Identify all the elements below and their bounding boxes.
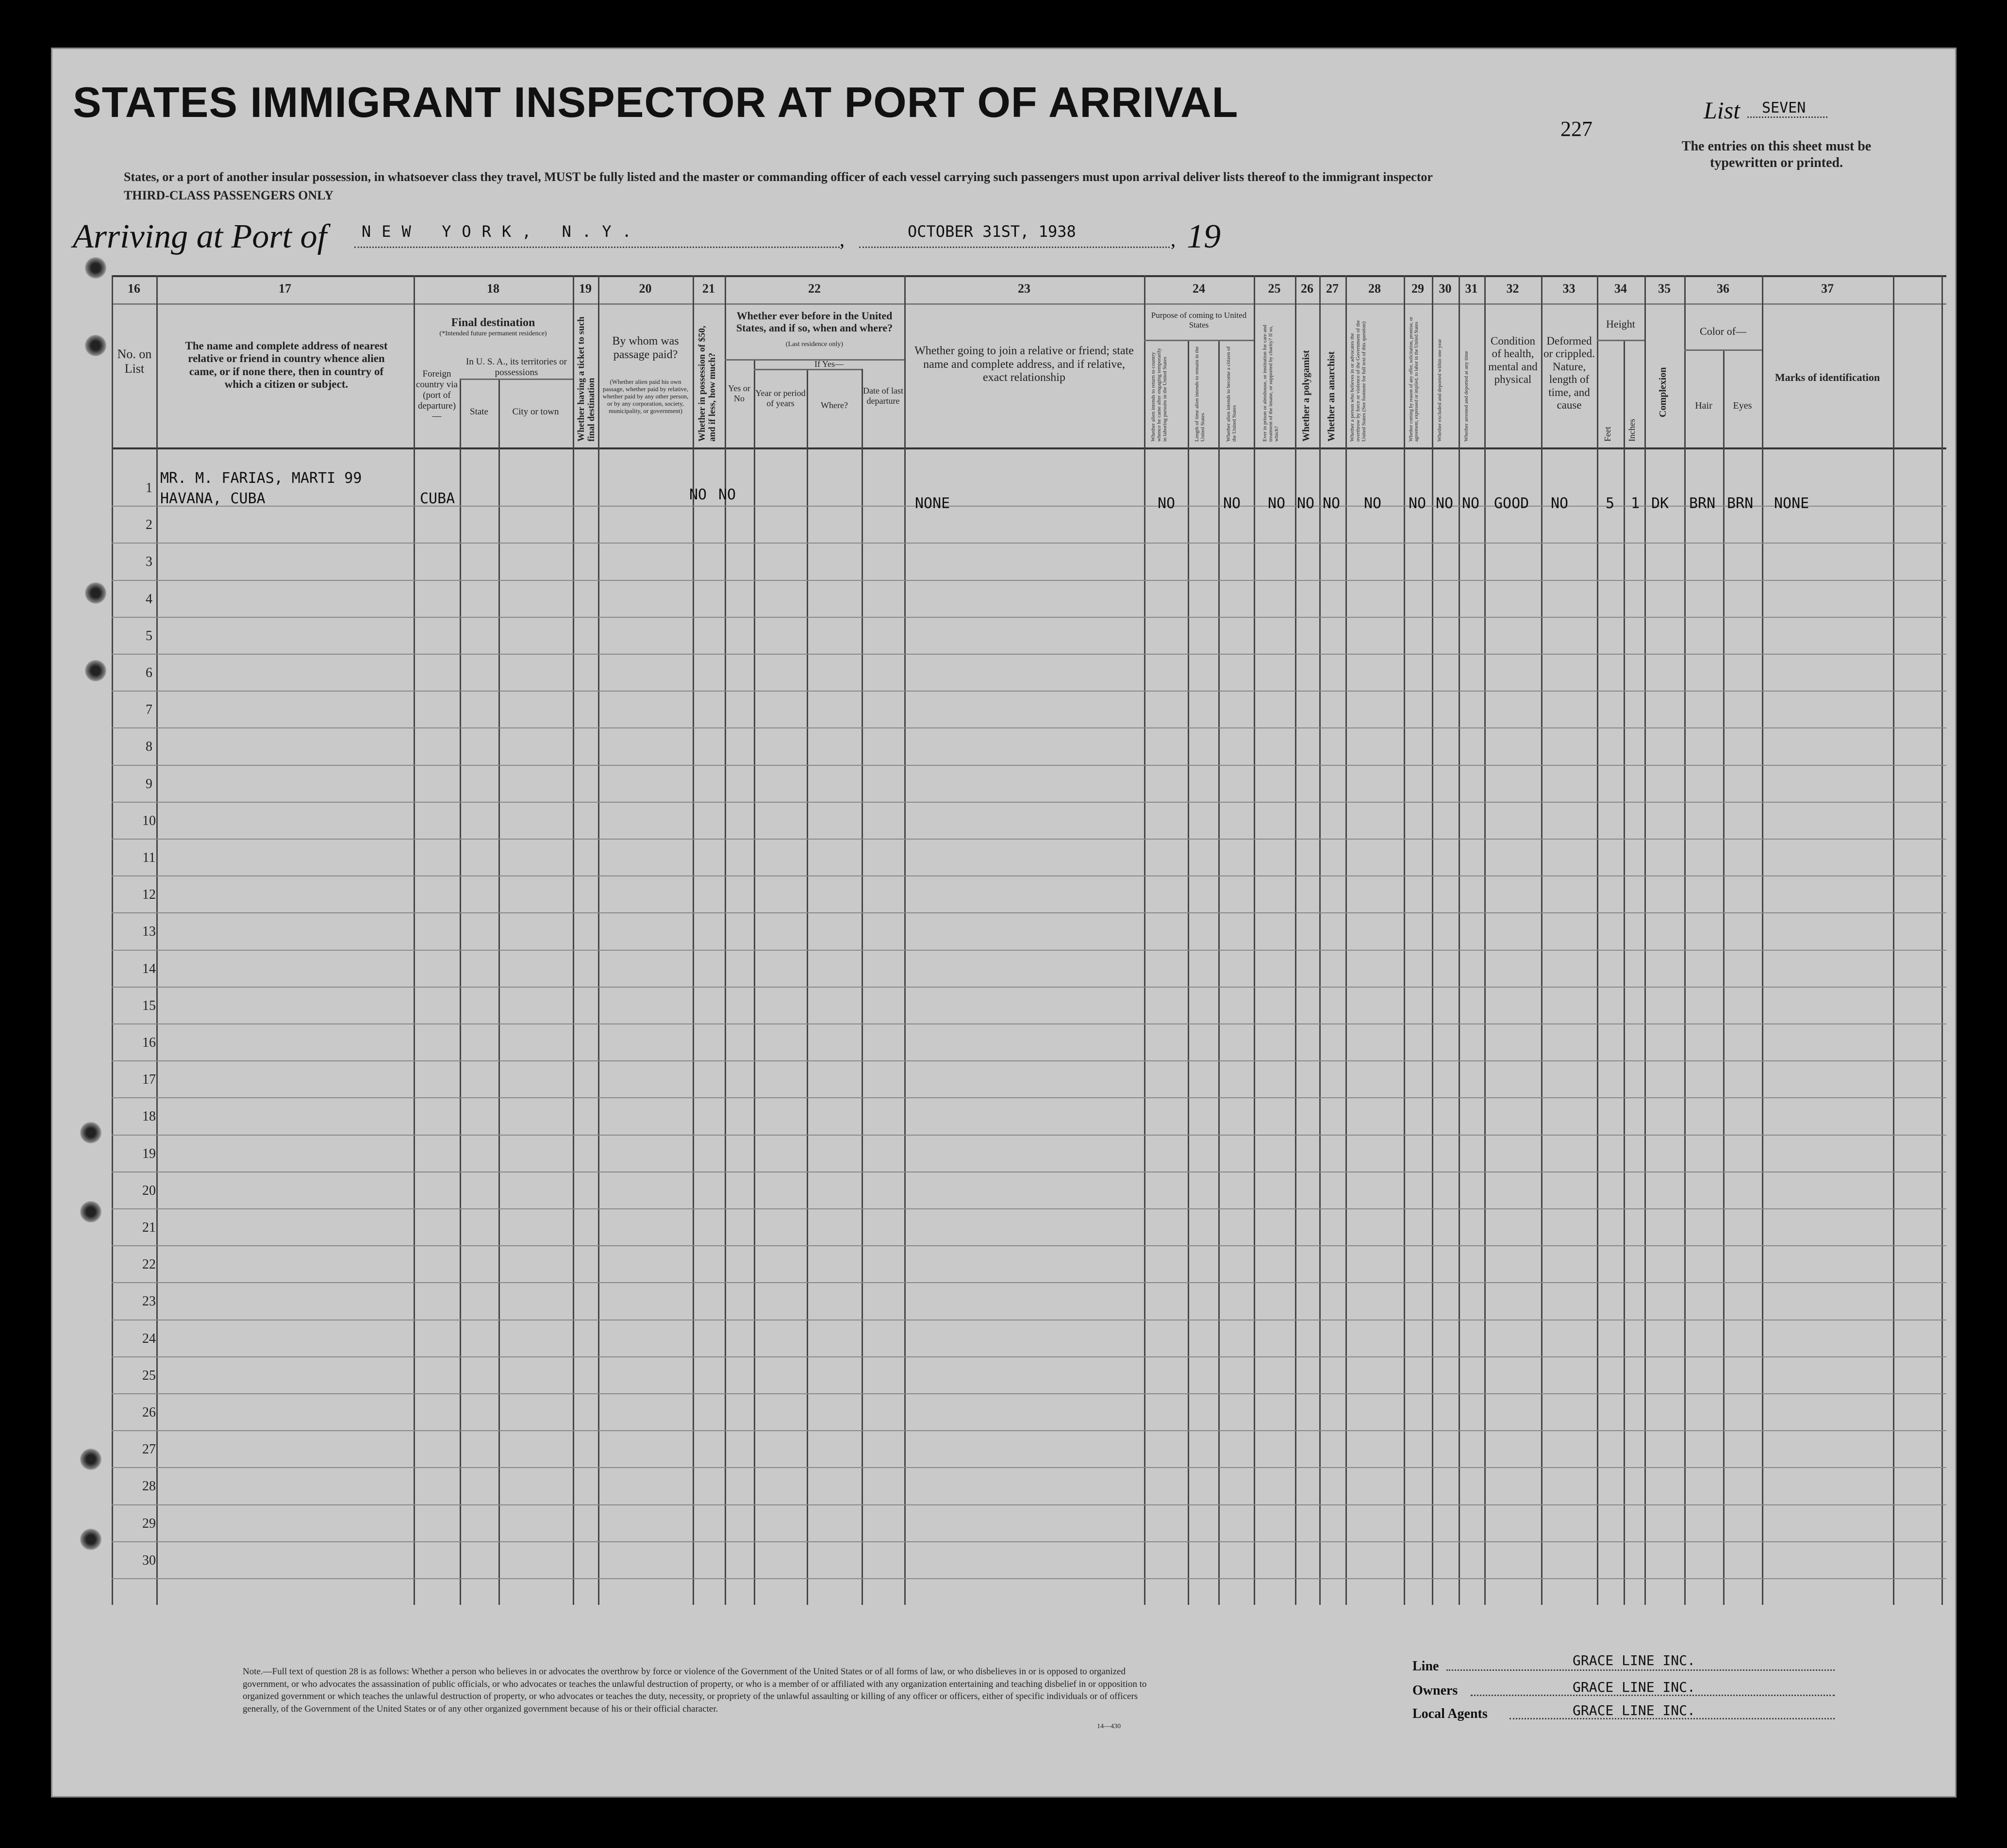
page-title: STATES IMMIGRANT INSPECTOR AT PORT OF ARRIVAL <box>73 78 1239 126</box>
col-num-21: 21 <box>702 281 715 296</box>
hdr-purpose-c: Whether alien intends to become a citizen of the United States <box>1226 346 1238 442</box>
row-rule <box>112 765 1946 766</box>
row-number: 8 <box>146 739 152 755</box>
entry1-relative-line1: MR. M. FARIAS, MARTI 99 <box>160 470 362 487</box>
list-label: List <box>1704 97 1741 124</box>
row-number: 21 <box>142 1220 156 1235</box>
row-number: 26 <box>142 1405 156 1420</box>
entry1-feet: 5 <box>1606 495 1615 512</box>
col-num-17: 17 <box>279 281 291 296</box>
col-num-25: 25 <box>1268 281 1281 296</box>
hdr-overthrow: Whether a person who believes in or advocates the overthrow by force or violence of the Government of the United States (See footnote for full text of this question) <box>1349 320 1367 442</box>
col-num-28: 28 <box>1368 281 1381 296</box>
col-num-16: 16 <box>128 281 140 296</box>
list-value: SEVEN <box>1762 99 1806 116</box>
row-number: 29 <box>142 1516 156 1531</box>
punch-hole <box>85 582 106 604</box>
hdr-inches: Inches <box>1627 419 1637 442</box>
hdr-marks: Marks of identification <box>1775 371 1880 383</box>
punch-hole <box>80 1449 101 1470</box>
row-number: 11 <box>142 850 156 865</box>
entry1-been-before: NO <box>718 486 736 503</box>
agents-value: GRACE LINE INC. <box>1573 1702 1695 1718</box>
hdr-color: Color of— <box>1700 325 1746 337</box>
punch-hole <box>85 335 106 356</box>
row-number: 13 <box>142 924 156 940</box>
hdr-where: Where? <box>821 400 848 410</box>
entry1-eyes: BRN <box>1727 495 1754 512</box>
punch-hole <box>80 1529 101 1550</box>
row-rule <box>112 1282 1946 1283</box>
row-rule <box>112 1467 1946 1468</box>
entry1-excluded: NO <box>1436 495 1454 512</box>
row-rule <box>112 1208 1946 1209</box>
form-number: 14—430 <box>1097 1723 1121 1730</box>
hdr-foreign-country: Foreign country via (port of departure)— <box>415 369 458 422</box>
hdr-passage-paid: By whom was passage paid? <box>612 335 679 361</box>
row-number: 30 <box>142 1552 156 1568</box>
hdr-eyes: Eyes <box>1733 400 1752 411</box>
row-rule <box>112 987 1946 988</box>
manifest-sheet <box>51 48 1957 1798</box>
hdr-city: City or town <box>512 407 559 417</box>
entry1-joining: NONE <box>915 495 950 512</box>
hdr-prison: Ever in prison or almshouse, or institution for care and treatment of the insane, or supported by charity? If so, which? <box>1262 325 1280 442</box>
hdr-feet: Feet <box>1603 427 1612 442</box>
hdr-yes-no: Yes or No <box>728 383 750 403</box>
row-number: 18 <box>142 1109 156 1124</box>
row-number: 14 <box>142 961 156 976</box>
row-rule <box>112 506 1946 507</box>
hdr-polygamist: Whether a polygamist <box>1301 350 1311 442</box>
row-number: 2 <box>146 517 152 533</box>
row-rule <box>112 950 1946 951</box>
col-num-18: 18 <box>487 281 499 296</box>
row-rule <box>112 1245 1946 1246</box>
col-num-36: 36 <box>1717 281 1729 296</box>
row-number: 15 <box>142 998 156 1013</box>
row-number: 10 <box>142 813 156 828</box>
col-num-32: 32 <box>1506 281 1519 296</box>
entry1-inches: 1 <box>1631 495 1640 512</box>
hdr-year: Year or period of years <box>755 388 806 408</box>
date-value: OCTOBER 31ST, 1938 <box>908 222 1076 241</box>
row-rule <box>112 617 1946 618</box>
row-number: 7 <box>146 702 152 718</box>
hdr-anarchist: Whether an anarchist <box>1326 351 1337 442</box>
col-num-27: 27 <box>1326 281 1339 296</box>
row-number: 23 <box>142 1294 156 1309</box>
col-num-22: 22 <box>808 281 821 296</box>
class-line: THIRD-CLASS PASSENGERS ONLY <box>124 188 334 202</box>
row-number: 17 <box>142 1072 156 1088</box>
punch-hole <box>80 1122 101 1143</box>
hdr-ever-before-sub: (Last residence only) <box>785 341 844 348</box>
hdr-final-destination: Final destination <box>451 316 535 329</box>
entry1-money: NO <box>689 486 707 503</box>
entry1-intends-citizen: NO <box>1223 495 1241 512</box>
row-number: 5 <box>146 628 152 644</box>
punch-hole <box>80 1201 101 1222</box>
col-num-19: 19 <box>579 281 592 296</box>
typewritten-note: The entries on this sheet must be typewritten or printed. <box>1681 139 1872 170</box>
owners-label: Owners <box>1412 1683 1458 1698</box>
entry1-deported: NO <box>1462 495 1480 512</box>
port-value: NEW YORK, N.Y. <box>362 222 642 241</box>
punch-hole <box>85 660 106 681</box>
hdr-complexion: Complexion <box>1658 367 1668 417</box>
row-rule <box>112 691 1946 692</box>
year-prefix: 19 <box>1187 218 1221 255</box>
entry1-complexion: DK <box>1651 495 1669 512</box>
hdr-excluded: Whether excluded and deported within one year <box>1437 339 1443 442</box>
row-rule <box>112 580 1946 581</box>
col-num-30: 30 <box>1439 281 1452 296</box>
row-rule <box>112 1356 1946 1357</box>
hdr-state: State <box>470 407 488 417</box>
line-label: Line <box>1412 1659 1439 1674</box>
col-num-35: 35 <box>1658 281 1671 296</box>
row-rule <box>112 654 1946 655</box>
row-number: 20 <box>142 1183 156 1198</box>
hdr-deformed: Deformed or crippled. Nature, length of time, and cause <box>1543 335 1595 412</box>
col-num-29: 29 <box>1411 281 1424 296</box>
row-rule <box>112 802 1946 803</box>
hdr-date-departure: Date of last departure <box>863 386 903 406</box>
agents-label: Local Agents <box>1412 1706 1488 1721</box>
row-number: 3 <box>146 554 152 570</box>
entry1-intends-return: NO <box>1158 495 1176 512</box>
hdr-relative: The name and complete address of nearest relative or friend in country whence alien came, or if none there, then in country of which a citizen or subject. <box>185 340 388 391</box>
row-number: 9 <box>146 776 152 792</box>
row-rule <box>112 1430 1946 1431</box>
row-rule <box>112 1135 1946 1136</box>
col-num-26: 26 <box>1301 281 1313 296</box>
entry1-health: GOOD <box>1494 495 1529 512</box>
hdr-deported: Whether arrested and deported at any time <box>1463 351 1469 442</box>
hdr-ever-before: Whether ever before in the United States, and if so, when and where? <box>736 310 893 334</box>
row-rule <box>112 839 1946 840</box>
hdr-purpose-a: Whether alien intends to return to country whence he came after engaging temporarily in laboring pursuits in the United States <box>1150 348 1168 442</box>
instruction-line: States, or a port of another insular possession, in whatsoever class they travel, MUST be fully listed and the master or commanding officer of each vessel carrying such passengers must upon arrival deliver lists thereof to the immigrant inspector <box>124 170 1433 184</box>
row-number: 12 <box>142 887 156 903</box>
row-number: 27 <box>142 1442 156 1457</box>
row-rule <box>112 1097 1946 1098</box>
hdr-final-destination-sub: (*Intended future permanent residence) <box>439 330 547 337</box>
row-rule <box>112 1504 1946 1505</box>
entry1-foreign-country: CUBA <box>420 490 455 507</box>
row-rule <box>112 1393 1946 1394</box>
row-number: 22 <box>142 1257 156 1272</box>
hdr-purpose: Purpose of coming to United States <box>1151 311 1247 330</box>
row-rule <box>112 1578 1946 1579</box>
entry1-anarchist: NO <box>1323 495 1341 512</box>
punch-hole <box>85 257 106 279</box>
col-num-24: 24 <box>1193 281 1205 296</box>
hdr-if-yes: If Yes— <box>814 359 844 369</box>
row-number: 25 <box>142 1368 156 1383</box>
hdr-height: Height <box>1606 318 1635 330</box>
row-number: 19 <box>142 1146 156 1161</box>
hdr-labor-offer: Whether coming by reason of any offer, solicitation, promise, or agreement, expressed or implied, to labor in the United States <box>1409 316 1419 442</box>
hdr-health: Condition of health, mental and physical <box>1488 335 1538 386</box>
hdr-hair: Hair <box>1695 400 1712 411</box>
hdr-purpose-b: Length of time alien intends to remain in the United States <box>1194 346 1206 442</box>
entry1-relative-line2: HAVANA, CUBA <box>160 490 265 507</box>
row-number: 16 <box>142 1035 156 1050</box>
row-rule <box>112 727 1946 728</box>
hdr-no-on-list: No. on List <box>117 347 152 376</box>
entry1-marks: NONE <box>1774 495 1809 512</box>
hdr-fifty-dollars: Whether in possession of $50, and if less, how much? <box>697 326 717 442</box>
owners-value: GRACE LINE INC. <box>1573 1679 1695 1695</box>
row-number: 28 <box>142 1479 156 1494</box>
row-rule <box>112 543 1946 544</box>
hdr-joining: Whether going to join a relative or friend; state name and complete address, and if relative, exact relationship <box>914 345 1134 384</box>
row-number: 4 <box>146 591 152 607</box>
row-rule <box>112 1060 1946 1061</box>
hdr-ticket: Whether having a ticket to such final destination <box>576 316 597 442</box>
row-rule <box>112 912 1946 913</box>
row-rule <box>112 1023 1946 1024</box>
col-num-20: 20 <box>639 281 652 296</box>
row-rule <box>112 875 1946 876</box>
page-number: 227 <box>1560 117 1592 141</box>
col-num-23: 23 <box>1018 281 1030 296</box>
entry1-prison: NO <box>1268 495 1286 512</box>
col-num-37: 37 <box>1821 281 1834 296</box>
col-num-33: 33 <box>1562 281 1576 296</box>
row-number: 24 <box>142 1331 156 1346</box>
arriving-label: Arriving at Port of <box>73 218 327 255</box>
col-num-31: 31 <box>1465 281 1478 296</box>
entry1-overthrow: NO <box>1364 495 1382 512</box>
col-num-34: 34 <box>1614 281 1627 296</box>
row-number: 6 <box>146 665 152 680</box>
row-number: 1 <box>146 480 152 495</box>
row-rule <box>112 1541 1946 1542</box>
footnote: Note.—Full text of question 28 is as follows: Whether a person who believes in or advocates the overthrow by force or violence of the Government of the United States or of all forms of law, or who disbelieves in or is opposed to organized government, or who advocates the assassination of public officials, or who advocates or teaches the unlawful destruction of property, or who is a member of or affiliated with any organization entertaining and teaching disbelief in or opposition to organized government or which teaches the unlawful destruction of property, or who advocates or teaches the duty, necessity, or propriety of the unlawful assaulting or killing of any officer or officers, either of specific individuals or of officers generally, of the Government of the United States or of any other organized government because of his or their official character. <box>243 1666 1147 1714</box>
hdr-usa: In U. S. A., its territories or possessions <box>466 357 567 378</box>
entry1-hair: BRN <box>1689 495 1716 512</box>
entry1-deformed: NO <box>1551 495 1569 512</box>
line-value: GRACE LINE INC. <box>1573 1652 1695 1668</box>
hdr-passage-paid-sub: (Whether alien paid his own passage, whether paid by relative, whether paid by any other person, or by any corporation, society, municipality, or government) <box>602 378 689 414</box>
entry1-polygamist: NO <box>1297 495 1315 512</box>
entry1-labor-offer: NO <box>1409 495 1426 512</box>
